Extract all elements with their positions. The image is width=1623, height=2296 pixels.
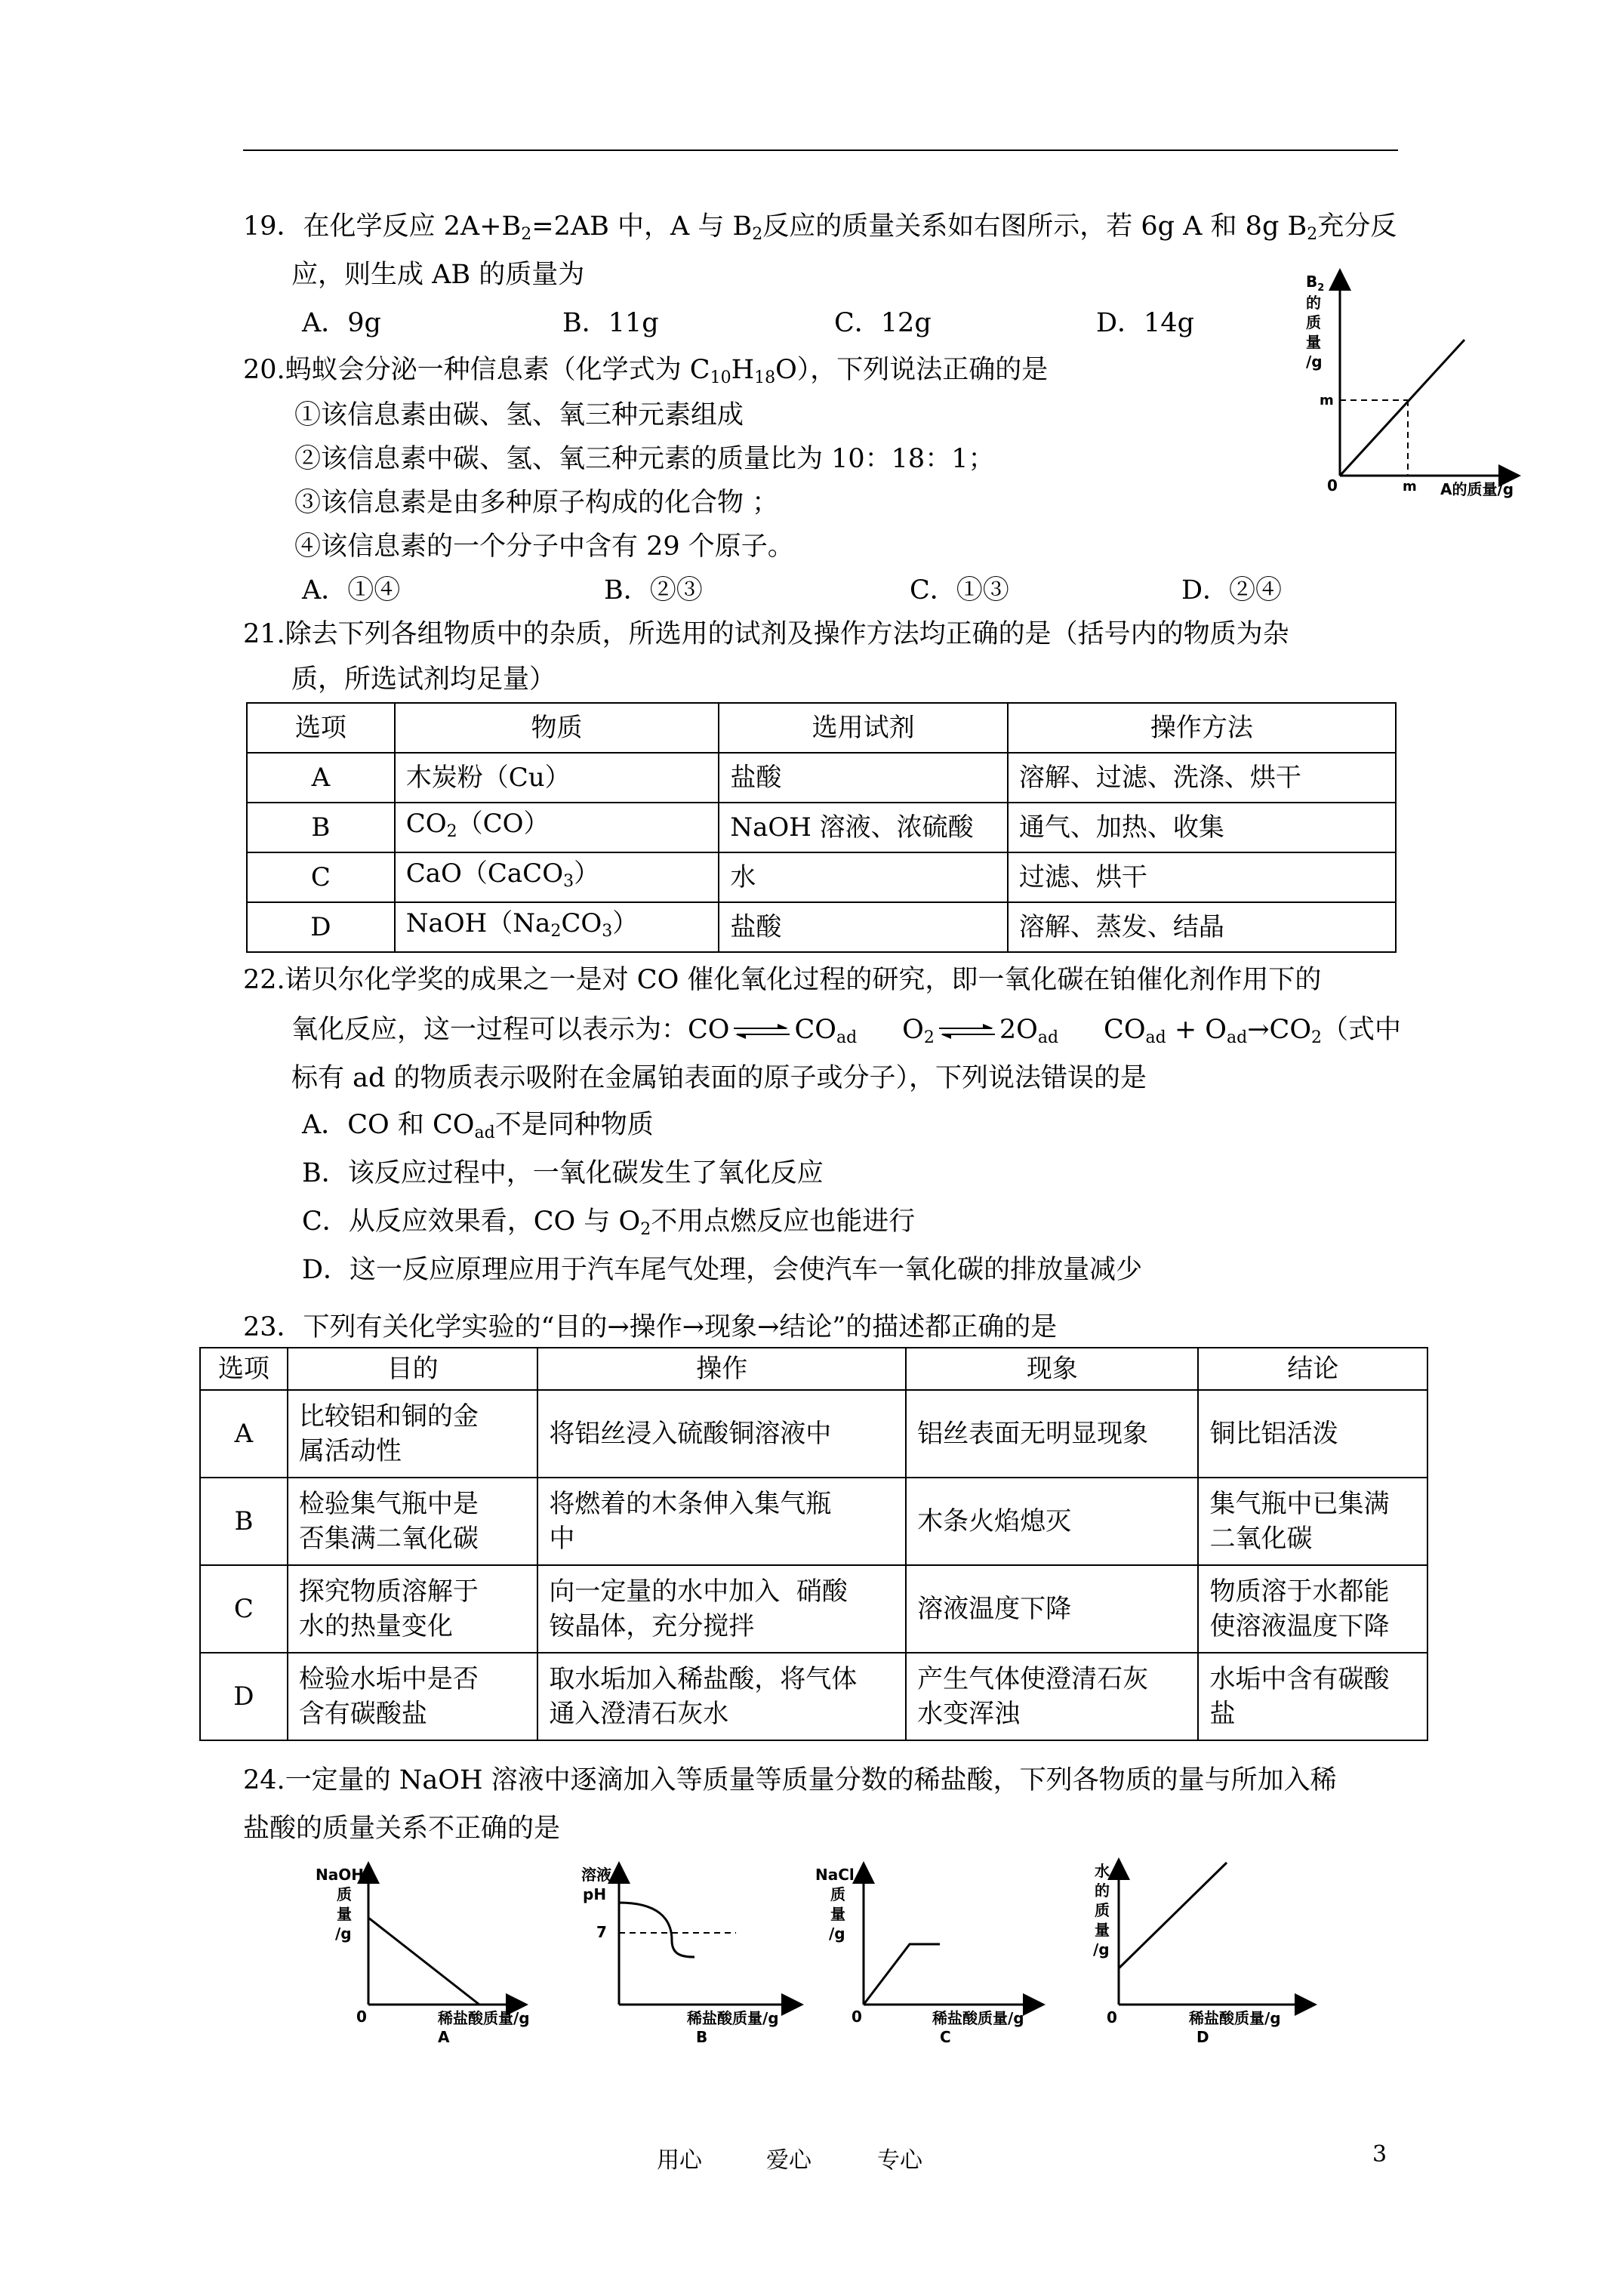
ylabel-4: /g: [829, 1925, 845, 1943]
header-conclusion: 结论: [1198, 1348, 1427, 1390]
row-method: 过滤、烘干: [1008, 852, 1396, 902]
row-option: D: [200, 1653, 288, 1740]
xlabel: 稀盐酸质量/g: [932, 2009, 1024, 2027]
header-rule: [243, 149, 1398, 151]
row-operation: 向一定量的水中加入 硝酸 铵晶体，充分搅拌: [537, 1565, 906, 1653]
origin-label: 0: [356, 2008, 367, 2026]
row-option: C: [247, 852, 395, 902]
xlabel: 稀盐酸质量/g: [687, 2009, 779, 2027]
row-phenomenon: 溶液温度下降: [906, 1565, 1198, 1653]
header-phenomenon: 现象: [906, 1348, 1198, 1390]
row-phenomenon: 木条火焰熄灭: [906, 1478, 1198, 1565]
q24-graph-d: [1064, 1854, 1321, 2046]
ylabel-3: 量: [337, 1905, 352, 1923]
header-method: 操作方法: [1008, 703, 1396, 753]
q20-option-c: C．①③: [910, 575, 1009, 606]
q22-option-c: C．从反应效果看，CO 与 $O_2$不用点燃反应也能进行: [302, 1207, 916, 1239]
q24-line2: 盐酸的质量关系不正确的是: [243, 1814, 561, 1844]
table-header-row: [200, 1348, 1427, 1390]
page-number: 3: [1372, 2141, 1387, 2168]
table-row: [247, 753, 1396, 803]
row-phenomenon: 铝丝表面无明显现象: [906, 1390, 1198, 1478]
row-method: 溶解、蒸发、结晶: [1008, 902, 1396, 952]
q21-line1: 21.除去下列各组物质中的杂质，所选用的试剂及操作方法均正确的是（括号内的物质为杂: [243, 619, 1289, 649]
ylabel-3: 量: [830, 1905, 845, 1923]
q21-line2: 质，所选试剂均足量）: [291, 664, 556, 695]
header-reagent: 选用试剂: [719, 703, 1008, 753]
table-row: [247, 803, 1396, 852]
row-phenomenon: 产生气体使澄清石灰 水变浑浊: [906, 1653, 1198, 1740]
tick-y-m: m: [1320, 393, 1334, 408]
table-row: [200, 1390, 1427, 1478]
graph-letter: D: [1196, 2028, 1209, 2046]
header-substance: 物质: [395, 703, 719, 753]
q24-graph-c: [808, 1857, 1049, 2046]
q22-option-b: B．该反应过程中，一氧化碳发生了氧化反应: [302, 1158, 824, 1188]
q20-item-4: ④该信息素的一个分子中含有 29 个原子。: [294, 532, 794, 562]
q20-item-3: ③该信息素是由多种原子构成的化合物 ；: [294, 488, 779, 518]
row-option: C: [200, 1565, 288, 1653]
row-operation: 将铝丝浸入硫酸铜溶液中: [537, 1390, 906, 1478]
table-row: [247, 902, 1396, 952]
footer-right: 专心: [877, 2147, 922, 2174]
xlabel: 稀盐酸质量/g: [1189, 2009, 1281, 2027]
tick-7: 7: [596, 1923, 607, 1941]
water-line: [1119, 1863, 1227, 1968]
ylabel-3: 质: [1306, 313, 1321, 331]
ylabel-4: /g: [335, 1925, 352, 1943]
ylabel-2: 质: [337, 1885, 352, 1903]
row-reagent: 盐酸: [719, 902, 1008, 952]
q22-line3: 标有 ad 的物质表示吸附在金属铂表面的原子或分子），下列说法错误的是: [291, 1063, 1147, 1093]
ylabel-2: pH: [583, 1885, 607, 1903]
ylabel-2: 的: [1306, 294, 1321, 312]
row-aim: 探究物质溶解于 水的热量变化: [288, 1565, 537, 1653]
nacl-line: [864, 1944, 940, 2005]
q24-graph-b: [566, 1857, 808, 2046]
ylabel-1: 水: [1095, 1862, 1110, 1880]
q23-stem: 23．下列有关化学实验的“目的→操作→现象→结论”的描述都正确的是: [243, 1312, 1058, 1342]
q19-option-b: B．11g: [562, 308, 659, 338]
footer-mid: 爱心: [766, 2147, 812, 2174]
row-option: D: [247, 902, 395, 952]
row-substance: $NaOH(Na_2CO_3)$: [395, 902, 719, 952]
row-conclusion: 物质溶于水都能 使溶液温度下降: [1198, 1565, 1427, 1653]
row-option: B: [200, 1478, 288, 1565]
q20-option-d: D．②④: [1181, 575, 1283, 606]
ylabel-1: NaOH: [316, 1866, 364, 1884]
q24-graph-a: [310, 1857, 536, 2046]
reversible-arrow-icon: [732, 1023, 791, 1040]
q19-option-d: D．14g: [1096, 308, 1195, 338]
naoh-line: [368, 1918, 479, 2005]
table-row: [200, 1653, 1427, 1740]
row-reagent: 盐酸: [719, 753, 1008, 803]
origin-label: 0: [1327, 476, 1338, 495]
mass-line: [1340, 340, 1464, 476]
ylabel-4: 量: [1306, 333, 1321, 351]
table-row: [247, 852, 1396, 902]
ylabel-5: /g: [1093, 1940, 1110, 1959]
row-conclusion: 铜比铝活泼: [1198, 1390, 1427, 1478]
graph-letter: B: [696, 2028, 708, 2046]
q22-line2: 氧化反应，这一过程可以表示为：CO $CO_{ad}$ $O_2$ $2O_{ad}$ $CO_{ad} + O_{ad}\to CO_2$（式中: [291, 1015, 1402, 1047]
ylabel-2: 质: [830, 1885, 845, 1903]
ph-curve: [619, 1903, 694, 1957]
origin-label: 0: [852, 2008, 862, 2026]
header-aim: 目的: [288, 1348, 537, 1390]
row-option: A: [247, 753, 395, 803]
q20-option-b: B．②③: [604, 575, 703, 606]
ylabel-5: /g: [1306, 353, 1323, 371]
footer-left: 用心: [657, 2147, 702, 2174]
ylabel-1: 溶液: [581, 1866, 611, 1884]
ylabel-1: NaCl: [815, 1866, 855, 1884]
q20-option-a: A．①④: [302, 575, 401, 606]
row-aim: 比较铝和铜的金 属活动性: [288, 1390, 537, 1478]
tick-x-m: m: [1403, 479, 1417, 495]
row-conclusion: 集气瓶中已集满 二氧化碳: [1198, 1478, 1427, 1565]
row-substance: 木炭粉（Cu）: [395, 753, 719, 803]
row-option: A: [200, 1390, 288, 1478]
q20-stem: 20.蚂蚁会分泌一种信息素（化学式为 $C_{10}H_{18}O$），下列说法正确的是: [243, 355, 1049, 387]
row-reagent: NaOH 溶液、浓硫酸: [719, 803, 1008, 852]
table-row: [200, 1478, 1427, 1565]
row-method: 溶解、过滤、洗涤、烘干: [1008, 753, 1396, 803]
ylabel-2: 的: [1095, 1881, 1110, 1900]
q23-table: [199, 1347, 1428, 1741]
q22-option-a: A．CO 和 $CO_{ad}$不是同种物质: [302, 1110, 654, 1142]
q20-item-2: ②该信息素中碳、氢、氧三种元素的质量比为 10：18：1；: [294, 444, 995, 474]
q22-line1: 22.诺贝尔化学奖的成果之一是对 CO 催化氧化过程的研究，即一氧化碳在铂催化剂作用下的: [243, 965, 1322, 995]
ylabel-3: 质: [1095, 1901, 1110, 1919]
row-aim: 检验集气瓶中是 否集满二氧化碳: [288, 1478, 537, 1565]
graph-letter: A: [438, 2028, 450, 2046]
xlabel: A的质量/g: [1440, 480, 1514, 498]
ylabel-4: 量: [1095, 1921, 1110, 1939]
q19-option-a: A．9g: [302, 308, 381, 338]
origin-label: 0: [1107, 2008, 1117, 2026]
row-substance: $CO_2(CO)$: [395, 803, 719, 852]
row-option: B: [247, 803, 395, 852]
q21-table: [246, 702, 1397, 953]
row-reagent: 水: [719, 852, 1008, 902]
row-operation: 将燃着的木条伸入集气瓶 中: [537, 1478, 906, 1565]
table-header-row: [247, 703, 1396, 753]
ylabel-b: $B_2$: [1306, 273, 1325, 294]
reversible-arrow-icon: [938, 1023, 996, 1040]
q19-option-c: C．12g: [834, 308, 932, 338]
q19-mass-chart: [1283, 264, 1555, 513]
q24-line1: 24.一定量的 NaOH 溶液中逐滴加入等质量等质量分数的稀盐酸，下列各物质的量与所加入稀: [243, 1765, 1337, 1795]
q20-item-1: ①该信息素由碳、氢、氧三种元素组成: [294, 400, 744, 430]
header-option: 选项: [247, 703, 395, 753]
xlabel: 稀盐酸质量/g: [438, 2009, 530, 2027]
header-operation: 操作: [537, 1348, 906, 1390]
q19-line2: 应，则生成 AB 的质量为: [291, 260, 585, 290]
q19-line1: 19．在化学反应 $2A+B_2=2AB$ 中，A 与 $B_2$反应的质量关系如右图所示，若 6g A 和 8g $B_2$充分反: [243, 211, 1397, 244]
graph-letter: C: [940, 2028, 951, 2046]
row-method: 通气、加热、收集: [1008, 803, 1396, 852]
q22-option-d: D．这一反应原理应用于汽车尾气处理，会使汽车一氧化碳的排放量减少: [302, 1255, 1143, 1285]
row-aim: 检验水垢中是否 含有碳酸盐: [288, 1653, 537, 1740]
table-row: [200, 1565, 1427, 1653]
row-operation: 取水垢加入稀盐酸，将气体 通入澄清石灰水: [537, 1653, 906, 1740]
row-substance: CaO（CaCO$_3$）: [395, 852, 719, 902]
row-conclusion: 水垢中含有碳酸 盐: [1198, 1653, 1427, 1740]
header-option: 选项: [200, 1348, 288, 1390]
